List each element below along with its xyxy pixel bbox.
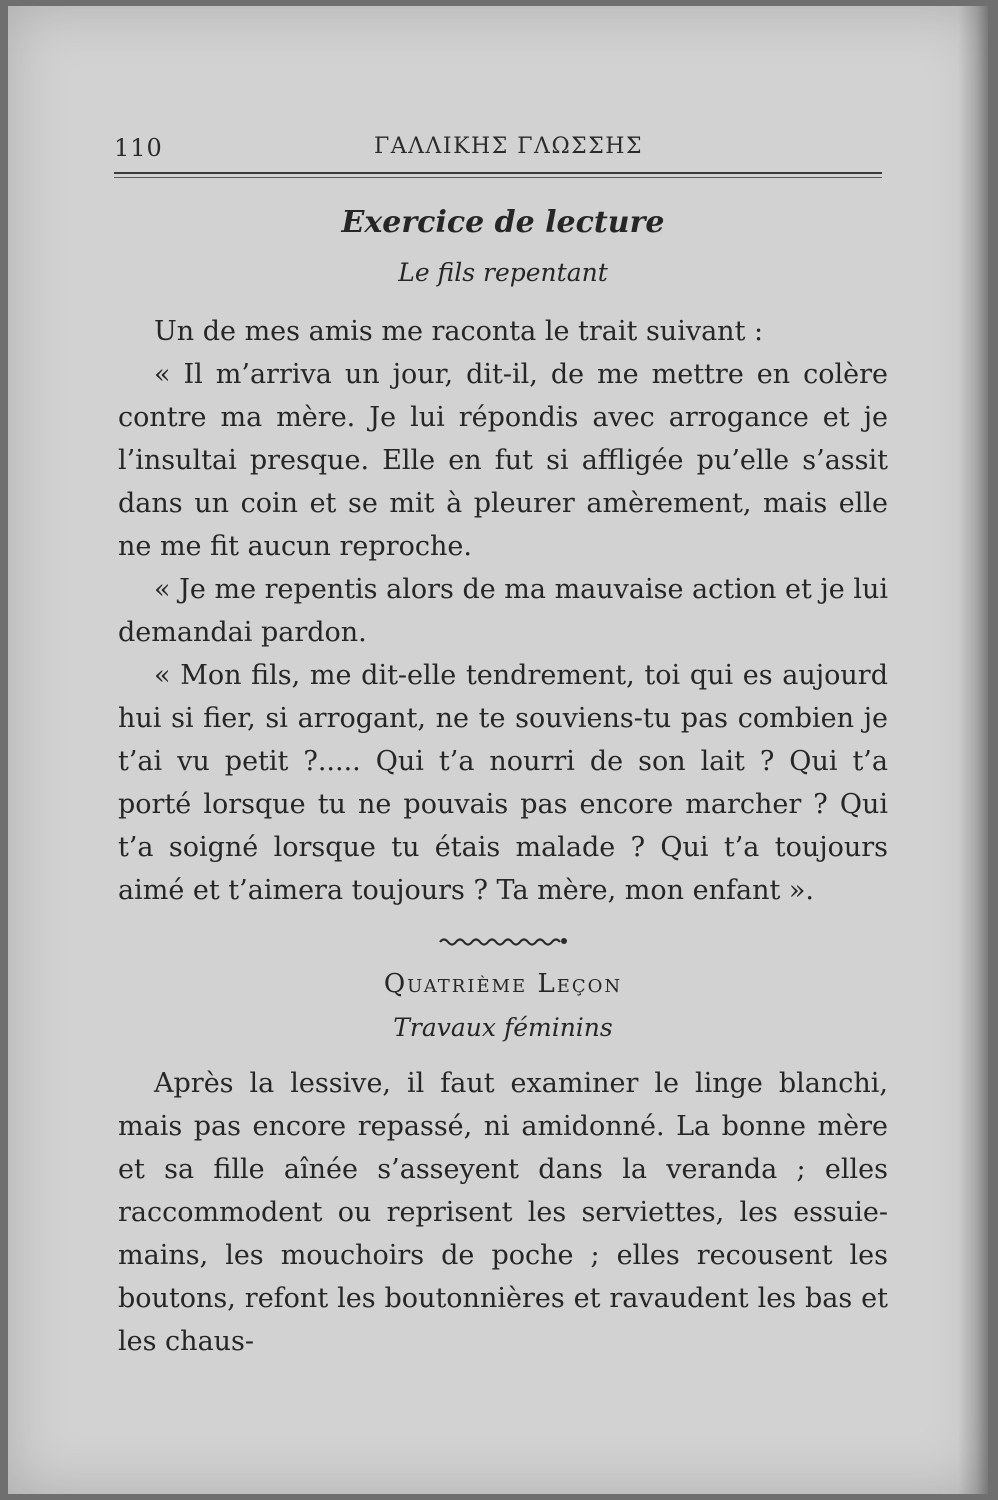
reading-paragraph-3: « Je me repentis alors de ma mauvaise action et je lui demandai pardon.: [118, 574, 888, 648]
lesson-paragraph-1: Après la lessive, il faut examiner le linge blanchi, mais pas encore repassé, ni amidonné. La bonne mère et sa fille aînée s’asseyent dans la veranda ; elles raccommodent ou reprisent les serviettes, les essuie-mains, les mouchoirs de poche ; elles recousent les boutons, refont les boutonnières et ravaudent les bas et les chaus-: [118, 1068, 888, 1357]
page-spine-shadow: [958, 6, 988, 1494]
running-head: [114, 134, 884, 164]
page-content: [118, 202, 888, 1363]
section-divider-ornament: [438, 934, 568, 950]
reading-paragraph-4: « Mon fils, me dit-elle tendrement, toi qui es aujourd hui si fier, si arrogant, ne te souviens-tu pas combien je t’ai vu petit ?..... Qui t’a nourri de son lait ? Qui t’a porté lorsque tu ne pouvais pas encore marcher ? Qui t’a soigné lorsque tu étais malade ? Qui t’a toujours aimé et t’aimera toujours ? Ta mère, mon enfant ».: [118, 660, 888, 906]
header-rule: [114, 172, 882, 174]
page-number: 110: [114, 134, 163, 162]
running-title: ΓΑΛΛΙΚΗΣ ΓΛΩΣΣΗΣ: [374, 134, 644, 159]
lesson-subtitle: Travaux féminins: [393, 1013, 613, 1042]
book-page: [8, 6, 988, 1494]
lesson-title: Quatrième Leçon: [383, 969, 623, 999]
reading-paragraph-1: Un de mes amis me raconta le trait suivant :: [154, 316, 764, 347]
reading-paragraph-2: « Il m’arriva un jour, dit-il, de me mettre en colère contre ma mère. Je lui répondis avec arrogance et je l’insultai presque. Elle en fut si affligée pu’elle s’assit dans un coin et se mit à pleurer amèrement, mais elle ne me fit aucun reproche.: [118, 359, 888, 562]
reading-title: Exercice de lecture: [341, 205, 665, 240]
header-rule-thin: [114, 177, 882, 178]
reading-subtitle: Le fils repentant: [398, 258, 608, 287]
